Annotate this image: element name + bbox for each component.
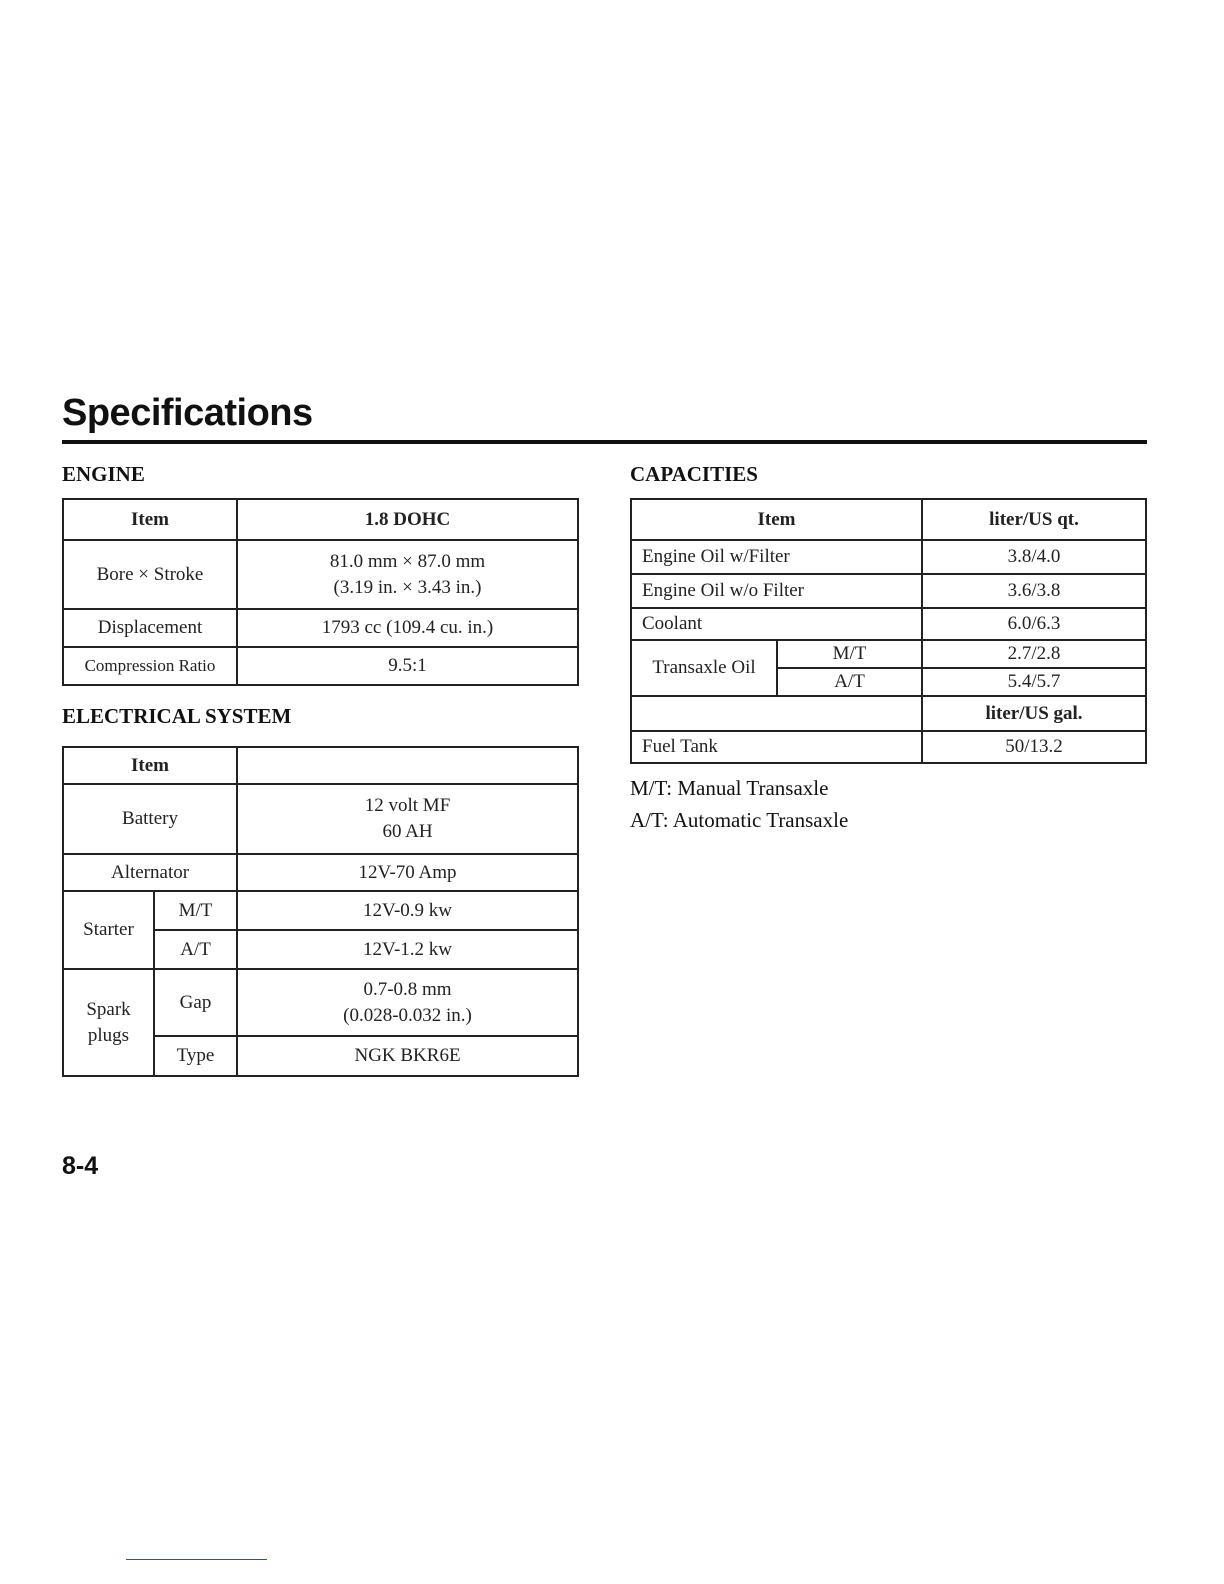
row-value: 50/13.2: [922, 731, 1146, 763]
note-mt: M/T: Manual Transaxle: [630, 776, 829, 800]
value-line: 60 AH: [382, 821, 433, 842]
footer-line: [126, 1559, 267, 1560]
table-row: [63, 969, 578, 1036]
capacities-heading: CAPACITIES: [630, 462, 758, 486]
row-value: 1793 cc (109.4 cu. in.): [237, 609, 578, 647]
value-line: (0.028-0.032 in.): [343, 1004, 472, 1026]
row-sublabel: A/T: [777, 668, 922, 696]
electrical-heading: ELECTRICAL SYSTEM: [62, 704, 292, 728]
engine-table: [62, 498, 579, 686]
table-row: [63, 784, 578, 854]
value-line: 0.7-0.8 mm: [363, 978, 452, 1000]
table-row: [63, 540, 578, 609]
table-header-row: [63, 499, 578, 540]
row-value: 12V-0.9 kw: [237, 891, 578, 930]
note-at: A/T: Automatic Transaxle: [630, 808, 849, 832]
capacities-col-value: liter/US qt.: [922, 499, 1146, 540]
table-row: [63, 891, 578, 930]
table-row: [631, 640, 1146, 668]
page-title: Specifications: [62, 392, 313, 434]
row-label: [63, 969, 154, 1076]
page-number: 8-4: [62, 1152, 99, 1180]
row-value: [237, 540, 578, 609]
table-row: [63, 647, 578, 685]
row-label: Battery: [63, 784, 237, 854]
table-row: [631, 540, 1146, 574]
label-line: plugs: [87, 1024, 130, 1046]
engine-col-item: Item: [63, 499, 237, 540]
row-value: 12V-1.2 kw: [237, 930, 578, 969]
row-value: NGK BKR6E: [237, 1036, 578, 1076]
table-row: [631, 608, 1146, 640]
value-line: 12 volt MF: [364, 795, 451, 816]
row-label: Engine Oil w/Filter: [631, 540, 922, 574]
table-row: [63, 854, 578, 891]
table-row: [63, 609, 578, 647]
row-label: Starter: [63, 891, 154, 969]
electrical-col-item: Item: [63, 747, 237, 784]
row-value: [237, 969, 578, 1036]
row-label: Alternator: [63, 854, 237, 891]
capacities-unit2-value: liter/US gal.: [922, 696, 1146, 731]
row-value: 5.4/5.7: [922, 668, 1146, 696]
row-label: Displacement: [63, 609, 237, 647]
capacities-unit2-label: [631, 696, 922, 731]
engine-col-value: 1.8 DOHC: [237, 499, 578, 540]
engine-heading: ENGINE: [62, 462, 145, 486]
row-value: [237, 784, 578, 854]
capacities-table: [630, 498, 1147, 764]
electrical-col-value: [237, 747, 578, 784]
row-label: Coolant: [631, 608, 922, 640]
row-sublabel: Type: [154, 1036, 237, 1076]
row-value: 3.8/4.0: [922, 540, 1146, 574]
row-sublabel: M/T: [154, 891, 237, 930]
row-value: 12V-70 Amp: [237, 854, 578, 891]
row-label: Transaxle Oil: [631, 640, 777, 696]
row-value: 3.6/3.8: [922, 574, 1146, 608]
table-header-row: [63, 747, 578, 784]
table-row: [631, 574, 1146, 608]
abbreviation-notes: [630, 772, 848, 836]
row-label: Bore × Stroke: [63, 540, 237, 609]
row-sublabel: A/T: [154, 930, 237, 969]
table-header-row: [631, 696, 1146, 731]
label-line: Spark: [86, 998, 131, 1020]
row-value: 9.5:1: [237, 647, 578, 685]
row-label: Fuel Tank: [631, 731, 922, 763]
value-line: (3.19 in. × 3.43 in.): [333, 576, 482, 598]
row-value: 2.7/2.8: [922, 640, 1146, 668]
electrical-table: [62, 746, 579, 1077]
table-header-row: [631, 499, 1146, 540]
row-sublabel: M/T: [777, 640, 922, 668]
title-rule: [62, 440, 1147, 444]
value-line: 81.0 mm × 87.0 mm: [329, 550, 486, 572]
capacities-col-item: Item: [631, 499, 922, 540]
row-label: Compression Ratio: [63, 647, 237, 685]
row-sublabel: Gap: [154, 969, 237, 1036]
row-label: Engine Oil w/o Filter: [631, 574, 922, 608]
table-row: [631, 731, 1146, 763]
row-value: 6.0/6.3: [922, 608, 1146, 640]
